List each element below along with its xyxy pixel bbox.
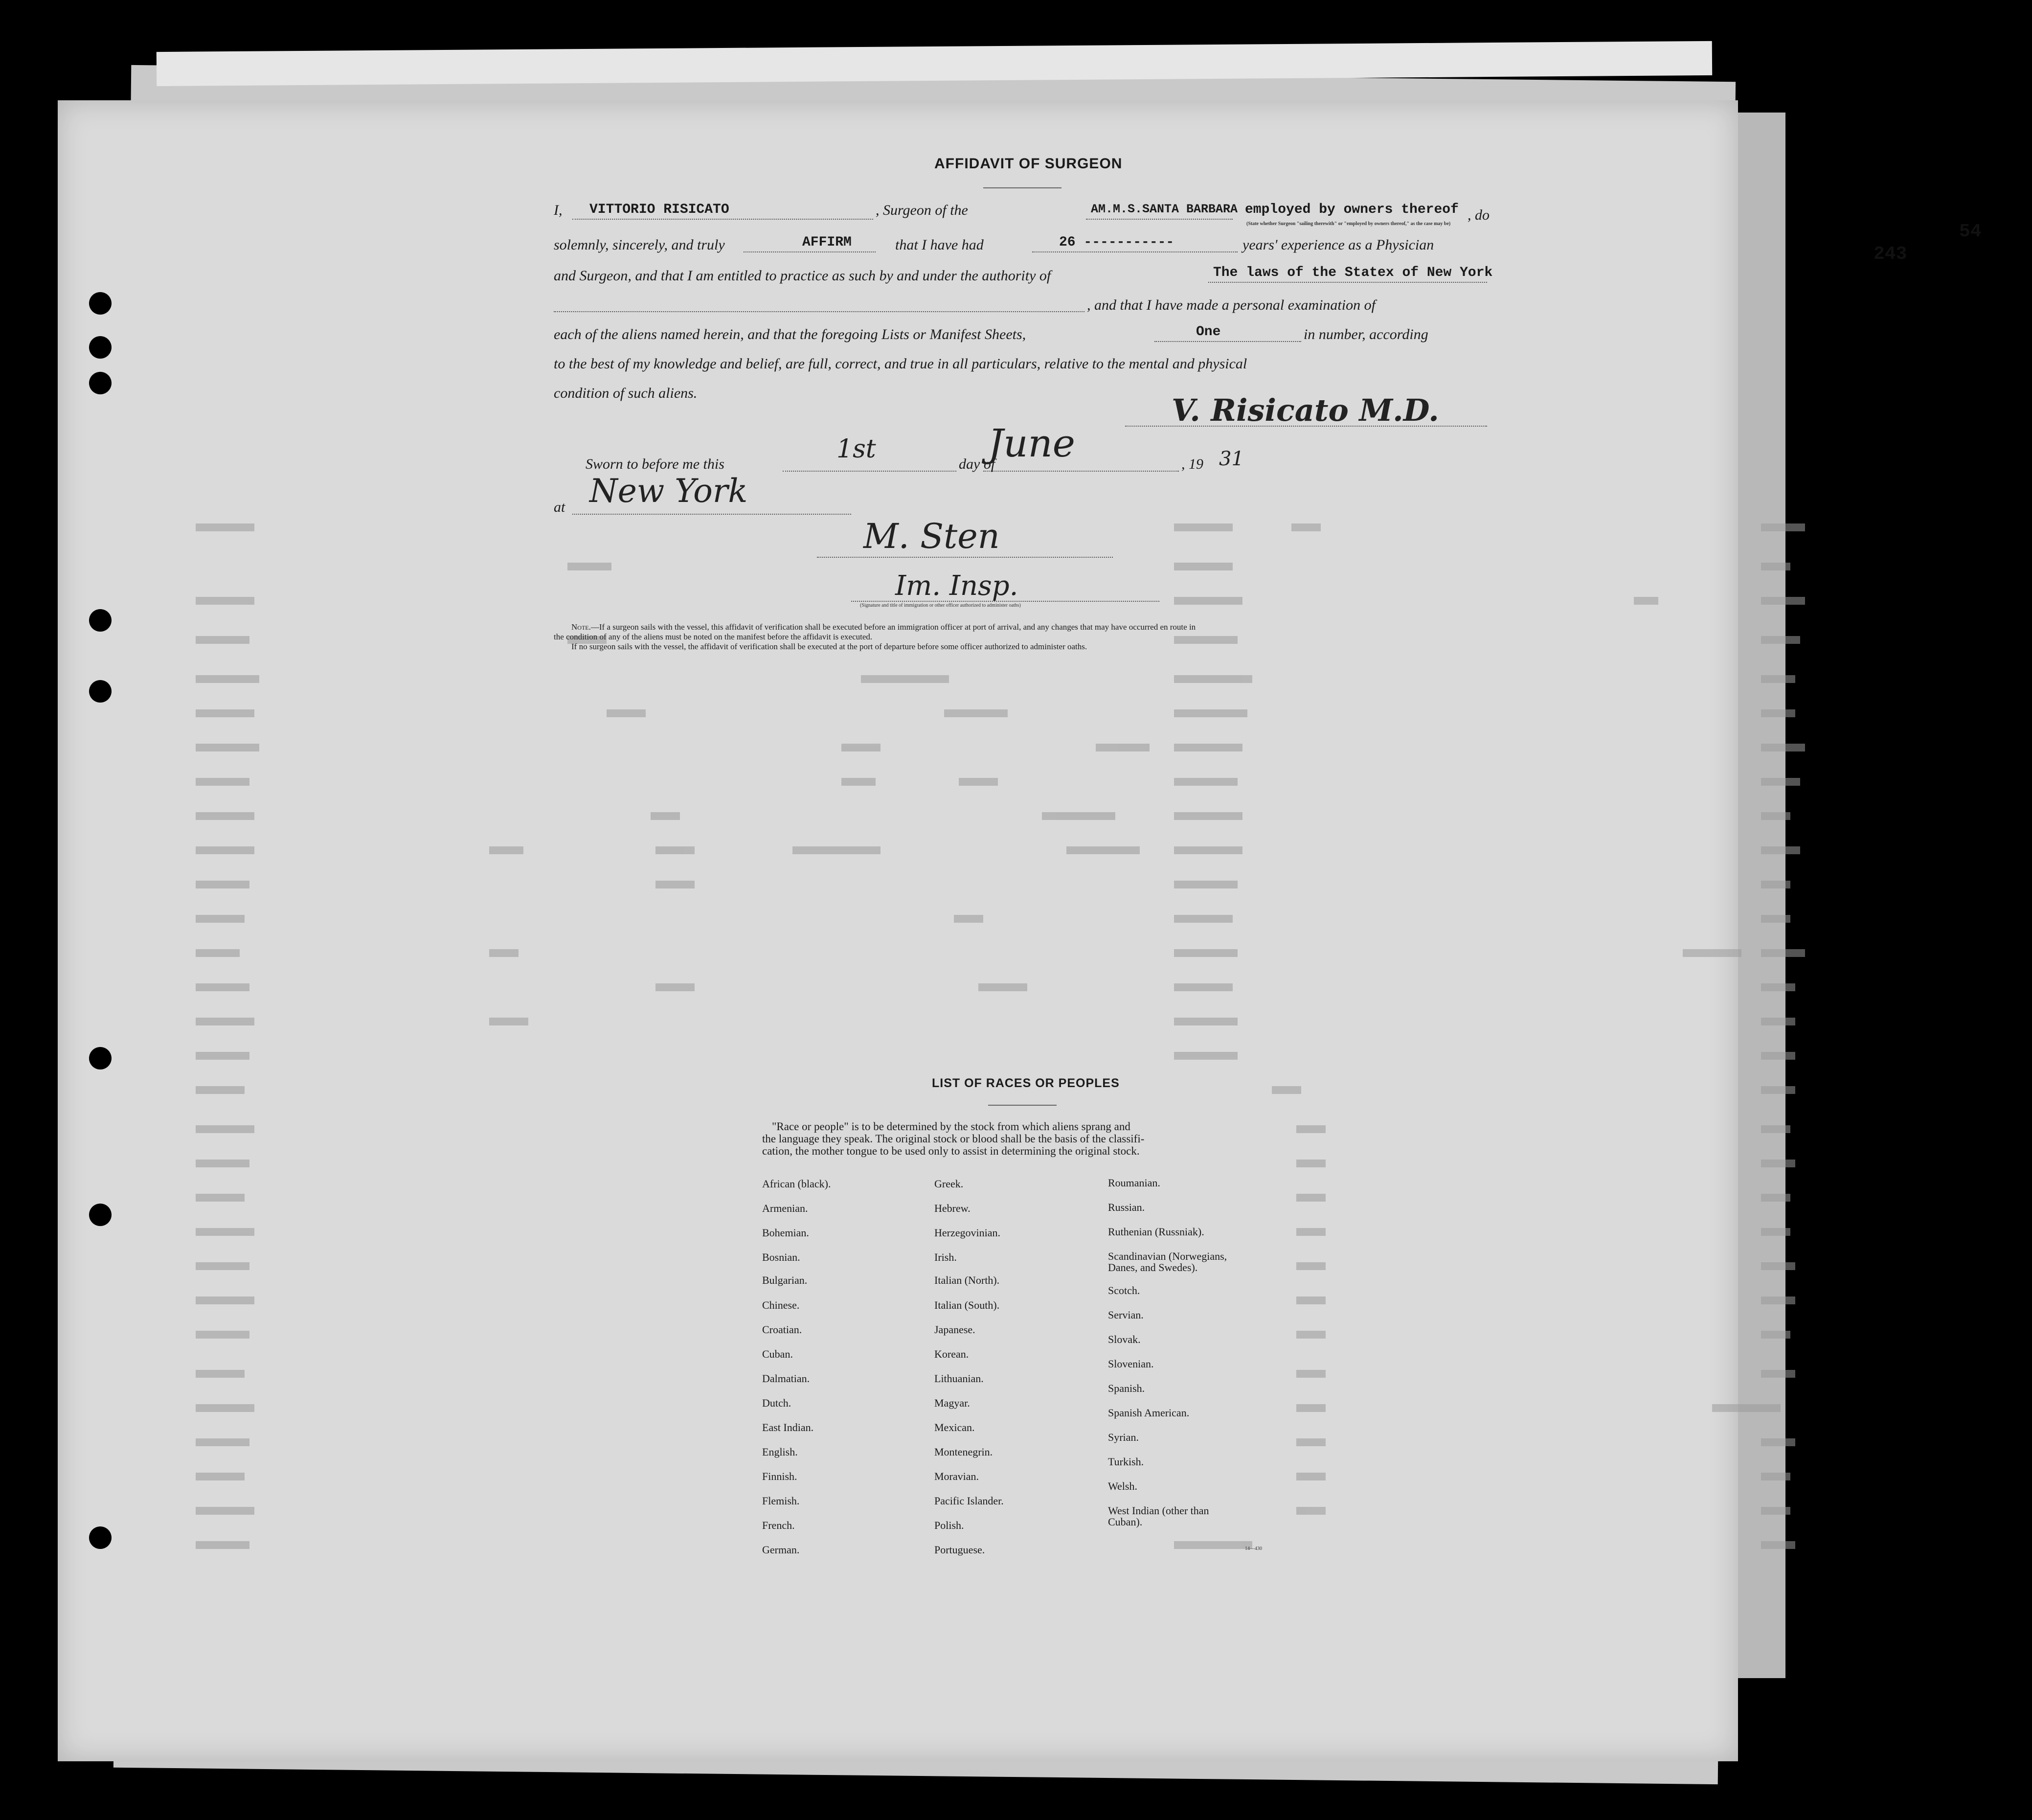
race-item: Russian. [1108, 1201, 1145, 1213]
race-item: East Indian. [762, 1421, 814, 1433]
officer-signature: M. Sten [863, 516, 1000, 556]
race-item: Hebrew. [934, 1202, 971, 1214]
line1-mid: , Surgeon of the [876, 202, 968, 218]
vessel-name-line [1086, 219, 1233, 220]
race-item: Portuguese. [934, 1544, 985, 1556]
sworn-year-prefix: , 19 [1181, 456, 1203, 472]
surgeon-signature: V. Risicato M.D. [1172, 392, 1439, 428]
sheet-count-line [1154, 341, 1301, 342]
races-intro3: cation, the mother tongue to be used only to assist in determining the original stock. [762, 1145, 1140, 1157]
race-item: Chinese. [762, 1299, 800, 1311]
line5-suffix: in number, according [1304, 326, 1428, 342]
officer-line-2 [851, 601, 1159, 602]
years-line [1032, 251, 1238, 252]
sworn-month-line [983, 471, 1179, 472]
race-item: English. [762, 1446, 798, 1458]
page-number: 243 [1874, 244, 1907, 265]
race-item: Syrian. [1108, 1431, 1139, 1443]
note-text1: —If a surgeon sails with the vessel, this affidavit of verification shall be executed before an immigration officer at port of arrival, and any changes that may have occurred en route in [590, 622, 1196, 632]
note-text3: If no surgeon sails with the vessel, the affidavit of verification shall be executed at the port of departure before some officer authorized to administer oaths. [571, 642, 1087, 651]
vessel-name: AM.M.S.SANTA BARBARA [1091, 202, 1238, 216]
race-item: German. [762, 1544, 800, 1556]
race-item: Italian (South). [934, 1299, 1000, 1311]
sworn-place-line [572, 514, 851, 515]
race-item: Finnish. [762, 1470, 797, 1482]
race-item: Bulgarian. [762, 1274, 808, 1286]
race-item: Welsh. [1108, 1480, 1137, 1492]
oath-line [744, 251, 876, 252]
races-rule [988, 1105, 1057, 1106]
officer-title: Im. Insp. [895, 570, 1018, 602]
note-line1 [571, 622, 1196, 632]
line4-suffix: , and that I have made a personal examination of [1087, 297, 1376, 313]
line3-prefix: and Surgeon, and that I am entitled to practice as such by and under the authority of [554, 268, 1051, 284]
race-item: Danes, and Swedes). [1108, 1261, 1198, 1274]
oath-type: AFFIRM [802, 235, 852, 250]
race-item: Turkish. [1108, 1456, 1144, 1468]
authority-line [1208, 282, 1487, 283]
race-item: Montenegrin. [934, 1446, 993, 1458]
line5-prefix: each of the aliens named herein, and that the foregoing Lists or Manifest Sheets, [554, 326, 1026, 342]
sworn-month: June [988, 422, 1075, 466]
race-item: Flemish. [762, 1495, 800, 1507]
races-title: LIST OF RACES OR PEOPLES [932, 1076, 1120, 1090]
race-item: Moravian. [934, 1470, 979, 1482]
race-item: Dalmatian. [762, 1372, 810, 1385]
race-item: Bohemian. [762, 1227, 809, 1239]
race-item: Herzegovinian. [934, 1227, 1000, 1239]
officer-caption: (Signature and title of immigration or other officer authorized to administer oaths) [860, 603, 1021, 608]
race-item: Roumanian. [1108, 1177, 1160, 1189]
affidavit-title: AFFIDAVIT OF SURGEON [934, 156, 1123, 172]
race-item: Greek. [934, 1178, 964, 1190]
race-item: Scotch. [1108, 1284, 1140, 1297]
line2-suffix: years' experience as a Physician [1242, 237, 1434, 253]
race-item: Slovak. [1108, 1333, 1141, 1345]
note-text2: the condition of any of the aliens must be noted on the manifest before the affidavit is executed. [554, 632, 873, 641]
race-item: Mexican. [934, 1421, 975, 1433]
title-rule [983, 187, 1061, 188]
line2-prefix: solemnly, sincerely, and truly [554, 237, 725, 253]
race-item: Cuban. [762, 1348, 793, 1360]
officer-line-1 [817, 557, 1113, 558]
race-item: Irish. [934, 1251, 957, 1263]
race-item: Ruthenian (Russniak). [1108, 1226, 1204, 1238]
employment-note: (State whether Surgeon "sailing therewith" or "employed by owners thereof," as the case may be) [1246, 221, 1451, 227]
line2-mid: that I have had [895, 237, 984, 253]
races-intro1: "Race or people" is to be determined by the stock from which aliens sprang and [772, 1120, 1130, 1133]
employment-type: employed by owners thereof [1245, 202, 1459, 217]
sworn-year: 31 [1219, 448, 1244, 470]
race-item: Japanese. [934, 1323, 975, 1336]
race-item: Cuban). [1108, 1516, 1143, 1528]
line1-do: , do [1468, 207, 1490, 223]
authority: The laws of the Statex of New York [1213, 265, 1493, 280]
years-experience: 26 ----------- [1059, 235, 1174, 250]
race-item: Italian (North). [934, 1274, 1000, 1286]
races-intro2: the language they speak. The original stock or blood shall be the basis of the classifi- [762, 1133, 1145, 1145]
race-item: West Indian (other than [1108, 1504, 1209, 1517]
race-item: Servian. [1108, 1309, 1144, 1321]
surgeon-name: VITTORIO RISICATO [589, 202, 729, 217]
race-item: Korean. [934, 1348, 969, 1360]
race-item: Bosnian. [762, 1251, 800, 1263]
race-item: African (black). [762, 1178, 831, 1190]
line6: to the best of my knowledge and belief, are full, correct, and true in all particulars, relative to the mental and physical [554, 356, 1247, 372]
race-item: French. [762, 1519, 795, 1531]
race-item: Croatian. [762, 1323, 802, 1336]
race-item: Armenian. [762, 1202, 808, 1214]
sworn-place: New York [589, 472, 748, 510]
sheet-count: One [1196, 324, 1221, 340]
at-label: at [554, 499, 565, 515]
edge-page-number: 54 [1959, 221, 1982, 242]
note-label: Note. [571, 622, 591, 632]
authority-line-2 [554, 311, 1084, 312]
sworn-prefix: Sworn to before me this [586, 456, 724, 472]
sworn-day-label: day of [959, 456, 995, 472]
line1-prefix: I, [554, 202, 563, 218]
form-code: 14—430 [1245, 1546, 1262, 1551]
race-item: Pacific Islander. [934, 1495, 1004, 1507]
line7: condition of such aliens. [554, 385, 698, 401]
race-item: Slovenian. [1108, 1358, 1154, 1370]
sworn-day: 1st [836, 434, 876, 464]
race-item: Spanish American. [1108, 1407, 1190, 1419]
signature-line [1125, 426, 1487, 427]
surgeon-name-line [572, 219, 873, 220]
race-item: Scandinavian (Norwegians, [1108, 1250, 1227, 1262]
race-item: Polish. [934, 1519, 964, 1531]
race-item: Dutch. [762, 1397, 791, 1409]
race-item: Lithuanian. [934, 1372, 984, 1385]
race-item: Magyar. [934, 1397, 970, 1409]
race-item: Spanish. [1108, 1382, 1145, 1394]
sworn-day-line [783, 471, 956, 472]
